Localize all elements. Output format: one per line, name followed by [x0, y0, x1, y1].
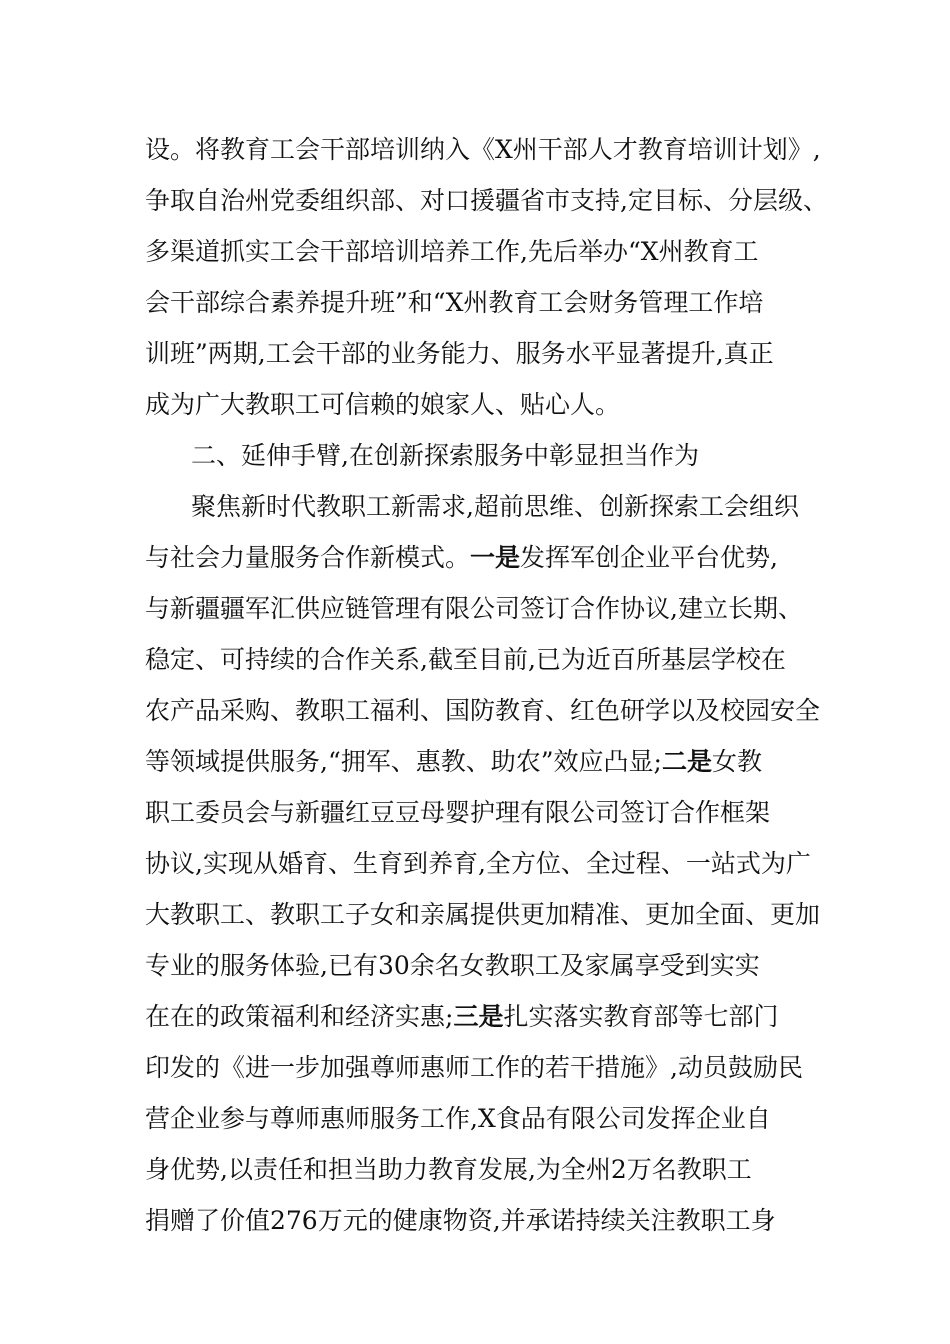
paragraph-line: 印发的《进一步加强尊师惠师工作的若干措施》,动员鼓励民: [145, 1053, 803, 1082]
paragraph-line: [145, 991, 845, 1042]
paragraph-line: 成为广大教职工可信赖的娘家人、贴心人。: [145, 390, 621, 419]
paragraph-line: 设。将教育工会干部培训纳入《X州干部人才教育培训计划》,: [145, 135, 821, 164]
paragraph-line: 农产品采购、教职工福利、国防教育、红色研学以及校园安全: [145, 696, 821, 725]
paragraph-line: 稳定、可持续的合作关系,截至目前,已为近百所基层学校在: [145, 645, 786, 674]
paragraph-line: [145, 736, 845, 787]
bold-marker: 一是: [470, 543, 521, 572]
paragraph-line: 捐赠了价值276万元的健康物资,并承诺持续关注教职工身: [145, 1206, 776, 1235]
paragraph-line: 大教职工、教职工子女和亲属提供更加精准、更加全面、更加: [145, 900, 821, 929]
bold-marker: 三是: [453, 1002, 504, 1031]
paragraph-line: 协议,实现从婚育、生育到养育,全方位、全过程、一站式为广: [145, 849, 811, 878]
paragraph-line: 训班”两期,工会干部的业务能力、服务水平显著提升,真正: [145, 339, 774, 368]
line-text: 女教: [711, 747, 762, 776]
paragraph-line: 与新疆疆军汇供应链管理有限公司签订合作协议,建立长期、: [145, 594, 803, 623]
paragraph-line: 职工委员会与新疆红豆豆母婴护理有限公司签订合作框架: [145, 798, 771, 827]
bold-marker: 二是: [661, 747, 712, 776]
paragraph-line: 专业的服务体验,已有30余名女教职工及家属享受到实实: [145, 951, 760, 980]
line-text: 发挥军创企业平台优势,: [520, 543, 778, 572]
paragraph-line: 身优势,以责任和担当助力教育发展,为全州2万名教职工: [145, 1155, 752, 1184]
line-text: 扎实落实教育部等七部门: [503, 1002, 779, 1031]
section-heading: 二、延伸手臂,在创新探索服务中彰显担当作为: [191, 441, 699, 470]
paragraph-line: [145, 532, 845, 583]
line-text: 等领域提供服务,“拥军、惠教、助农”效应凸显;: [145, 747, 662, 776]
paragraph-line: 营企业参与尊师惠师服务工作,X食品有限公司发挥企业自: [145, 1104, 771, 1133]
paragraph-line: 争取自治州党委组织部、对口援疆省市支持,定目标、分层级、: [145, 186, 828, 215]
document-body: [145, 124, 845, 1246]
paragraph-line: 聚焦新时代教职工新需求,超前思维、创新探索工会组织: [191, 492, 799, 521]
line-text: 在在的政策福利和经济实惠;: [145, 1002, 454, 1031]
paragraph-line: 多渠道抓实工会干部培训培养工作,先后举办“X州教育工: [145, 237, 759, 266]
line-text: 与社会力量服务合作新模式。: [145, 543, 471, 572]
paragraph-line: 会干部综合素养提升班”和“X州教育工会财务管理工作培: [145, 288, 764, 317]
